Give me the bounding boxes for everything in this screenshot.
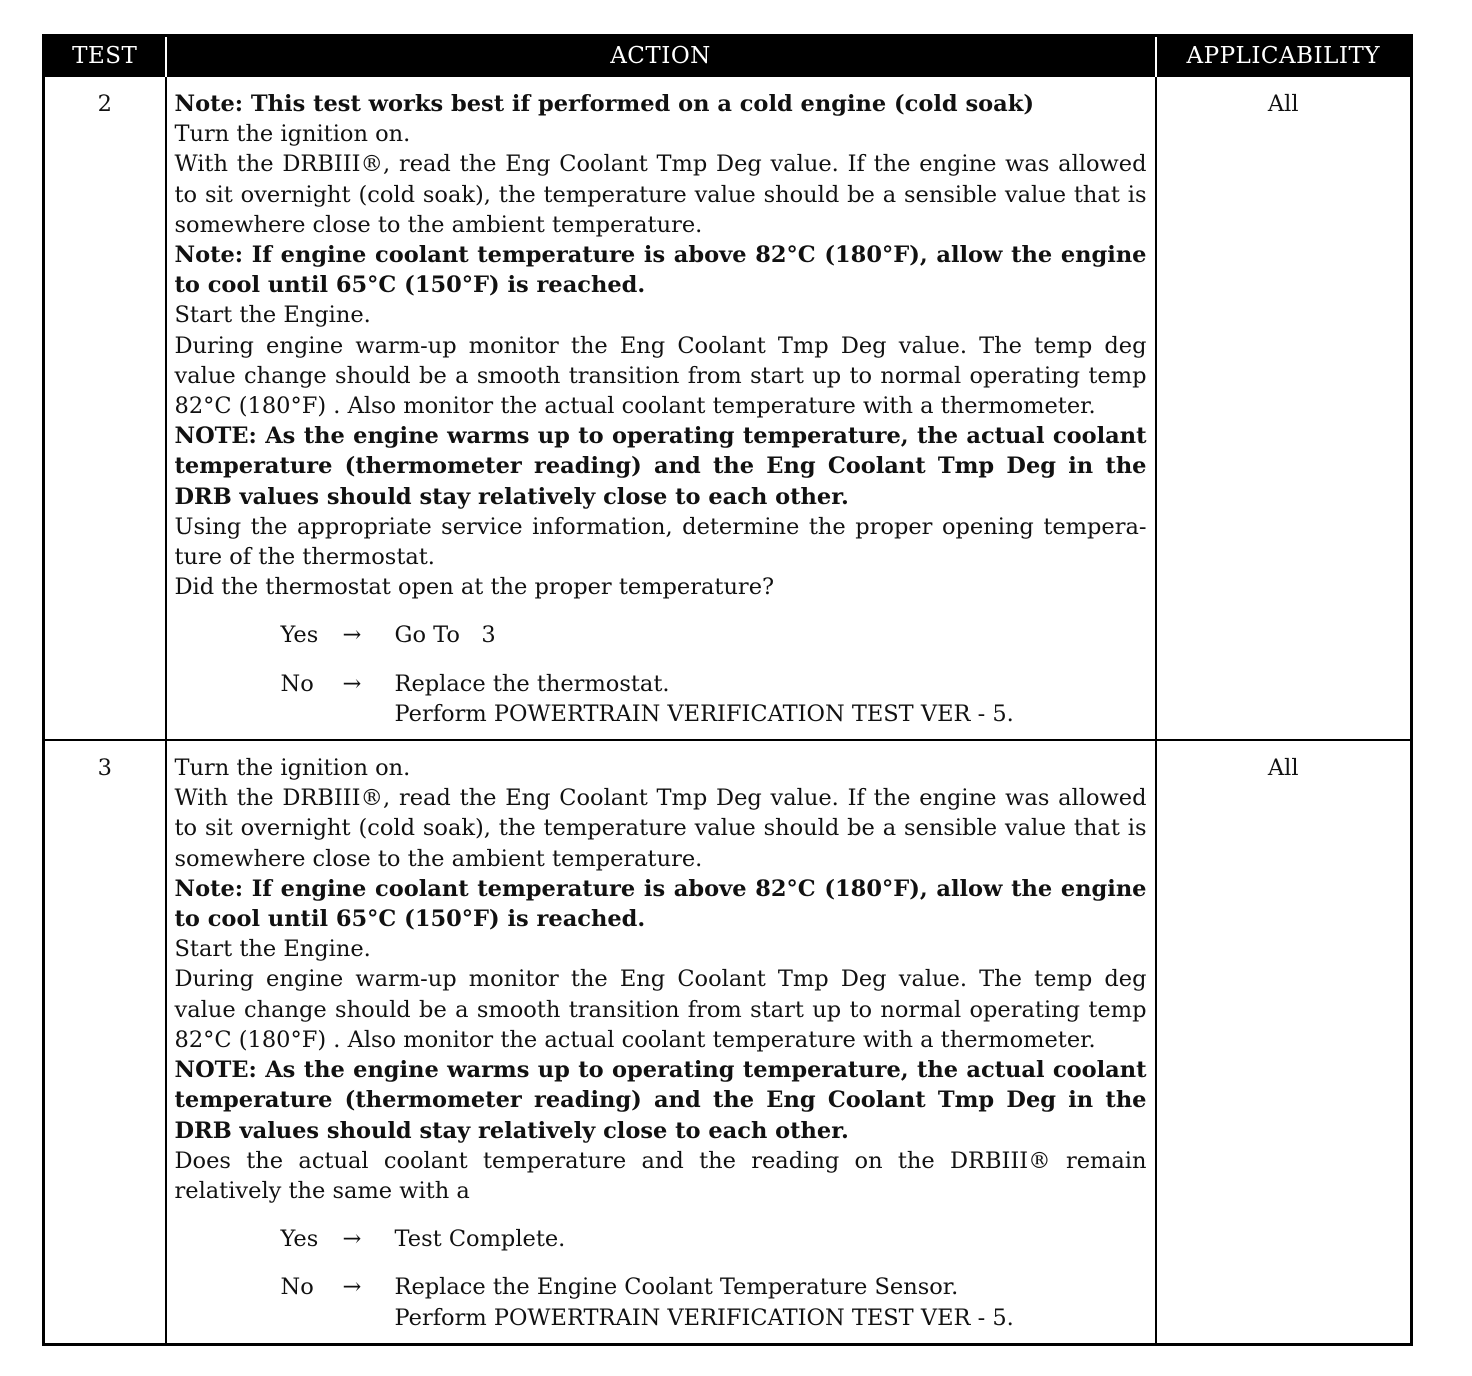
yes-label: Yes bbox=[280, 1226, 319, 1253]
question-text: Did the thermostat open at the proper temperature? bbox=[174, 574, 775, 601]
note-text: Note: This test works best if performed on a cold engine (cold soak) bbox=[174, 91, 1034, 117]
note-text: Note: If engine coolant temperature is above 82°C (180°F), allow the engine to cool until 65°C (150°F) is reached. bbox=[174, 242, 1147, 299]
yes-result: Test Complete. bbox=[394, 1226, 566, 1253]
step-text: Start the Engine. bbox=[174, 302, 371, 329]
no-result bbox=[395, 669, 1147, 729]
no-result-line: Replace the thermostat. bbox=[394, 670, 670, 697]
diagnostic-test-table bbox=[42, 34, 1413, 1346]
note-text: Note: If engine coolant temperature is above 82°C (180°F), allow the engine to cool until 65°C (150°F) is reached. bbox=[174, 875, 1147, 933]
step-text: Using the appropriate service information, determine the proper opening tempera-ture of the thermostat. bbox=[174, 513, 1147, 571]
test-number: 3 bbox=[44, 740, 166, 1344]
header-action: ACTION bbox=[166, 36, 1156, 77]
right-arrow-icon: → bbox=[342, 1274, 362, 1301]
right-arrow-icon: → bbox=[342, 1226, 362, 1253]
right-arrow-icon: → bbox=[342, 622, 362, 649]
test-number: 2 bbox=[44, 76, 166, 740]
step-text: During engine warm-up monitor the Eng Coolant Tmp Deg value. The temp deg value change should be a smooth transition from start up to normal operating temp 82°C (180°F) . Also monitor the actual coolant temperature with a thermometer. bbox=[174, 966, 1147, 1053]
yes-label: Yes bbox=[280, 622, 319, 649]
yes-result: Go To 3 bbox=[394, 622, 496, 649]
no-label: No bbox=[280, 670, 314, 697]
no-result-line: Perform POWERTRAIN VERIFICATION TEST VER - 5. bbox=[394, 1304, 1014, 1331]
table-row bbox=[44, 740, 1412, 1344]
no-label: No bbox=[280, 1274, 314, 1301]
yes-outcome bbox=[175, 1224, 1147, 1254]
applicability-value: All bbox=[1156, 740, 1412, 1344]
action-cell bbox=[166, 76, 1156, 740]
right-arrow-icon: → bbox=[342, 670, 362, 697]
no-result-line: Replace the Engine Coolant Temperature Sensor. bbox=[394, 1274, 959, 1301]
note-text: NOTE: As the engine warms up to operating temperature, the actual coolant temperature (thermometer reading) and the Eng Coolant Tmp Deg in the DRB values should stay relatively close to each other. bbox=[174, 423, 1147, 510]
header-row bbox=[44, 36, 1412, 77]
step-text: Turn the ignition on. bbox=[174, 121, 411, 148]
action-cell bbox=[166, 740, 1156, 1344]
step-text: With the DRBIII®, read the Eng Coolant Tmp Deg value. If the engine was allowed to sit overnight (cold soak), the temperature value should be a sensible value that is somewhere close to the ambient temperature. bbox=[174, 151, 1147, 238]
no-outcome bbox=[175, 1272, 1147, 1332]
no-outcome bbox=[175, 669, 1147, 729]
header-applicability: APPLICABILITY bbox=[1156, 36, 1412, 77]
header-test: TEST bbox=[44, 36, 166, 77]
step-text: Turn the ignition on. bbox=[174, 755, 411, 782]
yes-outcome bbox=[175, 620, 1147, 650]
table-row bbox=[44, 76, 1412, 740]
step-text: During engine warm-up monitor the Eng Coolant Tmp Deg value. The temp deg value change should be a smooth transition from start up to normal operating temp 82°C (180°F) . Also monitor the actual coolant temperature with a thermometer. bbox=[174, 332, 1147, 420]
step-text: With the DRBIII®, read the Eng Coolant Tmp Deg value. If the engine was allowed to sit overnight (cold soak), the temperature value should be a sensible value that is somewhere close to the ambient temperature. bbox=[174, 785, 1147, 872]
note-text: NOTE: As the engine warms up to operating temperature, the actual coolant temperature (thermometer reading) and the Eng Coolant Tmp Deg in the DRB values should stay relatively close to each other. bbox=[174, 1057, 1147, 1144]
step-text: Start the Engine. bbox=[174, 936, 371, 963]
no-result-line: Perform POWERTRAIN VERIFICATION TEST VER - 5. bbox=[394, 700, 1014, 727]
question-text: Does the actual coolant temperature and the reading on the DRBIII® remain relatively the same with a bbox=[174, 1147, 1147, 1204]
no-result bbox=[395, 1272, 1147, 1332]
applicability-value: All bbox=[1156, 76, 1412, 740]
